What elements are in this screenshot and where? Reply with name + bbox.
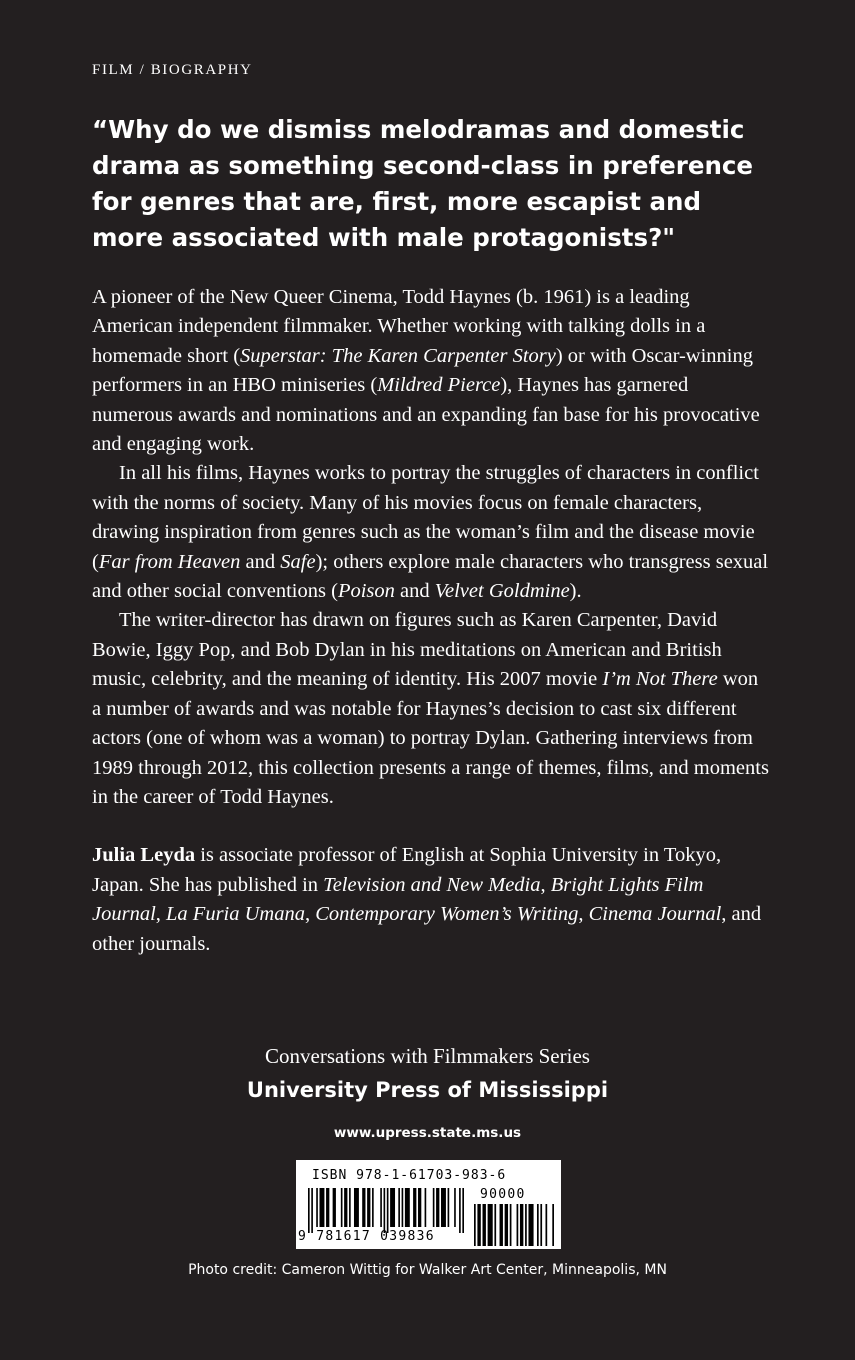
film-title: Velvet Goldmine [434,580,570,603]
series-name: Conversations with Filmmakers Series [265,1044,590,1068]
barcode-bar [372,1188,374,1227]
barcode-bar [341,1188,343,1227]
barcode-bar [433,1188,435,1227]
barcode-bar [326,1188,329,1227]
category-label: FILM / BIOGRAPHY [92,62,253,78]
barcode-bar [398,1188,400,1227]
barcode-bar [545,1204,547,1246]
photo-credit: Photo credit: Cameron Wittig for Walker Art Center, Minneapolis, MN [188,1262,667,1278]
description-paragraph-1: A pioneer of the New Queer Cinema, Todd Haynes (b. 1961) is a leading American independent filmmaker. Whether working with talking dolls in a homemade short (Superstar: The Karen Carpenter Story) or with Oscar-winning performers in an HBO miniseries (Mildred Pierce), Haynes has garnered numerous awards and nominations and an expanding fan base for his provocative and engaging work. [92,286,760,456]
barcode-bar [528,1204,533,1246]
barcode-bar [494,1204,496,1246]
film-title: Superstar: The Karen Carpenter Story [240,344,556,367]
description-paragraph-3: The writer-director has drawn on figures such as Karen Carpenter, David Bowie, Iggy Pop, and Bob Dylan in his meditations on American and British music, celebrity, and the meaning of identity. His 2007 movie I’m Not There won a number of awards and was notable for Haynes’s decision to cast six different actors (one of whom was a woman) to portray Dylan. Gathering interviews from 1989 through 2012, this collection presents a range of themes, films, and moments in the career of Todd Haynes. [92,609,769,808]
barcode-bar [483,1204,486,1246]
barcode-bar [308,1188,310,1233]
barcode-bar [477,1204,480,1246]
barcode-bar [405,1188,410,1227]
isbn-number: ISBN 978-1-61703-983-6 [312,1168,507,1183]
barcode-bar [390,1188,395,1227]
isbn-barcode [296,1160,561,1249]
barcode-bar [537,1204,539,1246]
barcode-bar [333,1188,336,1227]
barcode-bar [517,1204,519,1246]
barcode-bar [362,1188,365,1227]
barcode-bar [510,1204,512,1246]
publisher-website: www.upress.state.ms.us [333,1125,522,1141]
description-block [92,283,772,959]
barcode-bar [413,1188,416,1227]
journal-title: Television and New Media [323,873,541,896]
price-addon-digits: 90000 [480,1187,526,1202]
barcode-bar [436,1188,439,1227]
description-paragraph-2: In all his films, Haynes works to portray the struggles of characters in conflict with the norms of society. Many of his movies focus on female characters, drawing inspiration from genres such as the woman’s film and the disease movie (Far from Heaven and Safe); others explore male characters who transgress sexual and other social conventions (Poison and Velvet Goldmine). [92,462,769,603]
barcode-bar [384,1188,386,1233]
barcode-bar [344,1188,347,1227]
barcode-bar [500,1204,503,1246]
barcode-bar [425,1188,427,1227]
film-title: Far from Heaven [98,550,241,573]
barcode-bar [459,1188,461,1233]
film-title: Poison [337,580,395,603]
barcode-bar [354,1188,359,1227]
journal-title: Bright Lights Film Journal [92,873,704,926]
ean-barcode-bars [308,1188,464,1233]
barcode-bar [474,1204,476,1246]
barcode-bar [402,1188,404,1227]
barcode-bar [387,1188,389,1233]
barcode-bar [319,1188,324,1227]
film-title: Safe [280,550,316,573]
barcode-bar [454,1188,456,1227]
journal-title: Contemporary Women’s Writing [315,903,579,926]
film-title: I’m Not There [602,668,718,691]
barcode-bar [380,1188,382,1227]
barcode-bar [462,1188,464,1233]
journal-title: La Furia Umana [166,903,305,926]
barcode-bar [367,1188,370,1227]
barcode-bar [525,1204,527,1246]
barcode-bar [349,1188,351,1227]
addon-barcode-bars [474,1204,554,1246]
barcode-bar [448,1188,450,1227]
journal-title: Cinema Journal [588,903,722,926]
barcode-bar [418,1188,421,1227]
barcode-bar [540,1204,542,1246]
ean-digits: 9 781617 039836 [298,1229,435,1244]
barcode-bar [311,1188,313,1233]
barcode-bar [488,1204,493,1246]
barcode-bar [552,1204,554,1246]
publisher-name: University Press of Mississippi [246,1078,609,1102]
author-bio: Julia Leyda is associate professor of English at Sophia University in Tokyo, Japan. She has published in Television and New Media, Bright Lights Film Journal, La Furia Umana, Contemporary Women’s Writing, Cinema Journal, and other journals. [92,844,762,955]
film-title: Mildred Pierce [377,374,501,397]
barcode-bar [316,1188,318,1227]
author-name: Julia Leyda [92,844,196,867]
barcode-bar [505,1204,508,1246]
pull-quote: “Why do we dismiss melodramas and domestic drama as something second-class in preference for genres that are, first, more escapist and more associated with male protagonists?" [92,115,754,252]
barcode-bar [520,1204,523,1246]
barcode-bar [441,1188,446,1227]
